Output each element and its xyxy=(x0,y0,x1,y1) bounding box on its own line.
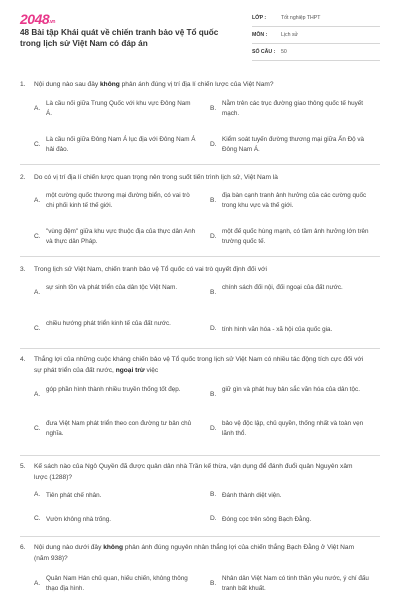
meta-value: Tốt nghiệp THPT xyxy=(281,15,321,21)
option-text: một đế quốc hùng mạnh, có tầm ảnh hưởng lớn trên trường quốc tế. xyxy=(222,228,369,245)
question-number: 2. xyxy=(20,174,26,181)
question-divider xyxy=(20,455,380,456)
question-stem: Nội dung nào dưới đây xyxy=(34,544,104,551)
logo-text: 2048 xyxy=(20,11,50,27)
option-text: Nhân dân Việt Nam có tinh thần yêu nước, ý chí đấu tranh bất khuất. xyxy=(222,575,369,592)
question-number: 4. xyxy=(20,356,26,363)
question-stem-end: phản ánh đúng nguyên nhân thắng lợi của chiến thắng Bạch Đằng ở Việt Nam (năm 938)? xyxy=(34,544,355,562)
question-stem-end: phản ánh đúng vị trí địa lí chiến lược của Việt Nam? xyxy=(119,81,274,88)
question-stem: Trong lịch sử Việt Nam, chiến tranh bảo vệ Tổ quốc có vai trò quyết định đối với xyxy=(34,266,267,273)
meta-value: 50 xyxy=(281,49,287,55)
question-number: 3. xyxy=(20,266,26,273)
option-letter: A. xyxy=(34,289,41,296)
option-letter: D. xyxy=(210,425,217,432)
option-text: Đánh thành diệt viện. xyxy=(222,492,282,499)
option-letter: C. xyxy=(34,141,41,148)
option-letter: A. xyxy=(34,580,41,587)
question-number: 1. xyxy=(20,81,26,88)
option-letter: D. xyxy=(210,233,217,240)
option-text: giữ gìn và phát huy bản sắc văn hóa của dân tộc. xyxy=(222,386,360,393)
option-text: Quân Nam Hán chủ quan, hiếu chiến, không thông thạo địa hình. xyxy=(46,575,188,592)
meta-row-count xyxy=(252,44,380,61)
option-letter: A. xyxy=(34,105,41,112)
option-text: Kiểm soát tuyến đường thương mại giữa Ấn Độ và Đông Nam Á. xyxy=(222,136,365,153)
document-title: 48 Bài tập Khái quát về chiến tranh bảo vệ Tổ quốc trong lịch sử Việt Nam có đáp án xyxy=(20,28,219,48)
option-letter: B. xyxy=(210,197,217,204)
question-stem: Kế sách nào của Ngô Quyền đã được quân dân nhà Trần kế thừa, vận dụng để đánh đuổi quân Nguyên xâm lược (1288)? xyxy=(34,463,353,481)
question-emphasis: không xyxy=(100,81,120,88)
question-number: 5. xyxy=(20,463,26,470)
option-letter: A. xyxy=(34,197,41,204)
option-letter: B. xyxy=(210,105,217,112)
option-text: đưa Việt Nam phát triển theo con đường tư bản chủ nghĩa. xyxy=(46,420,192,437)
option-text: Đóng cọc trên sông Bạch Đằng. xyxy=(222,516,312,523)
option-text: Nằm trên các trục đường giao thông quốc tế huyết mạch. xyxy=(222,100,364,117)
question-text xyxy=(20,462,365,483)
meta-label: LỚP : xyxy=(252,15,267,21)
option-letter: C. xyxy=(34,515,41,522)
option-text: góp phần hình thành nhiều truyền thống tốt đẹp. xyxy=(46,386,181,393)
option-letter: B. xyxy=(210,491,217,498)
option-text: Là cầu nối giữa Đông Nam Á lục địa với Đông Nam Á hải đảo. xyxy=(46,136,196,153)
option-letter: B. xyxy=(210,391,217,398)
option-letter: C. xyxy=(34,233,41,240)
question-divider xyxy=(20,536,380,537)
option-text: tính hình văn hóa - xã hội của quốc gia. xyxy=(222,326,333,333)
question-text xyxy=(20,355,365,376)
question-stem-end: việc xyxy=(144,366,159,374)
question-divider xyxy=(20,348,380,349)
option-letter: B. xyxy=(210,289,217,296)
option-text: "vùng đệm" giữa khu vực thuộc địa của thực dân Anh và thực dân Pháp. xyxy=(46,228,196,245)
option-text: bảo vệ độc lập, chủ quyền, thống nhất và toàn vẹn lãnh thổ. xyxy=(222,420,364,437)
option-letter: D. xyxy=(210,515,217,522)
option-letter: C. xyxy=(34,425,41,432)
question-divider xyxy=(20,256,380,257)
question-text xyxy=(20,173,365,184)
question-text xyxy=(20,80,365,91)
option-text: sự sinh tồn và phát triển của dân tộc Việt Nam. xyxy=(46,284,178,291)
meta-row-subject xyxy=(252,27,380,44)
option-text: Là cầu nối giữa Trung Quốc với khu vực Đông Nam Á. xyxy=(46,100,191,117)
question-divider xyxy=(20,164,380,165)
site-logo[interactable] xyxy=(20,11,55,27)
question-stem: Nội dung nào sau đây xyxy=(34,81,100,88)
option-letter: B. xyxy=(210,580,217,587)
logo-suffix: .vn xyxy=(49,19,55,25)
option-text: địa bàn cạnh tranh ảnh hưởng của các cường quốc trong khu vực và thế giới. xyxy=(222,192,367,209)
question-stem: Thắng lợi của những cuộc kháng chiến bảo vệ Tổ quốc trong lịch sử Việt Nam có nhiều tác động tích cực đối với sự phát triển của đất nước, xyxy=(34,356,364,374)
option-letter: D. xyxy=(210,325,217,332)
option-letter: C. xyxy=(34,325,41,332)
question-emphasis: không xyxy=(103,544,124,551)
document-header xyxy=(0,0,400,62)
question-text xyxy=(20,543,365,564)
meta-value: Lịch sử xyxy=(281,32,299,38)
meta-row-class xyxy=(252,10,380,27)
option-letter: D. xyxy=(210,141,217,148)
meta-table xyxy=(252,10,380,61)
option-text: chiều hướng phát triển kinh tế của đất nước. xyxy=(46,320,171,327)
option-letter: A. xyxy=(34,491,41,498)
option-letter: A. xyxy=(34,391,41,398)
option-text: Tiên phát chế nhân. xyxy=(46,492,102,499)
question-text xyxy=(20,265,365,276)
question-emphasis: ngoại trừ xyxy=(115,366,145,374)
question-stem: Do có vị trí địa lí chiến lược quan trọng nên trong suốt tiến trình lịch sử, Việt Nam là xyxy=(34,174,278,181)
option-text: Vườn không nhà trống. xyxy=(46,516,112,523)
meta-label: SỐ CÂU : xyxy=(252,49,276,55)
meta-label: MÔN : xyxy=(252,32,268,38)
option-text: một cường quốc thương mại đường biển, có vai trò chi phối kinh tế thế giới. xyxy=(46,192,190,209)
option-text: chính sách đối nội, đối ngoại của đất nước. xyxy=(222,284,343,291)
question-number: 6. xyxy=(20,544,26,551)
